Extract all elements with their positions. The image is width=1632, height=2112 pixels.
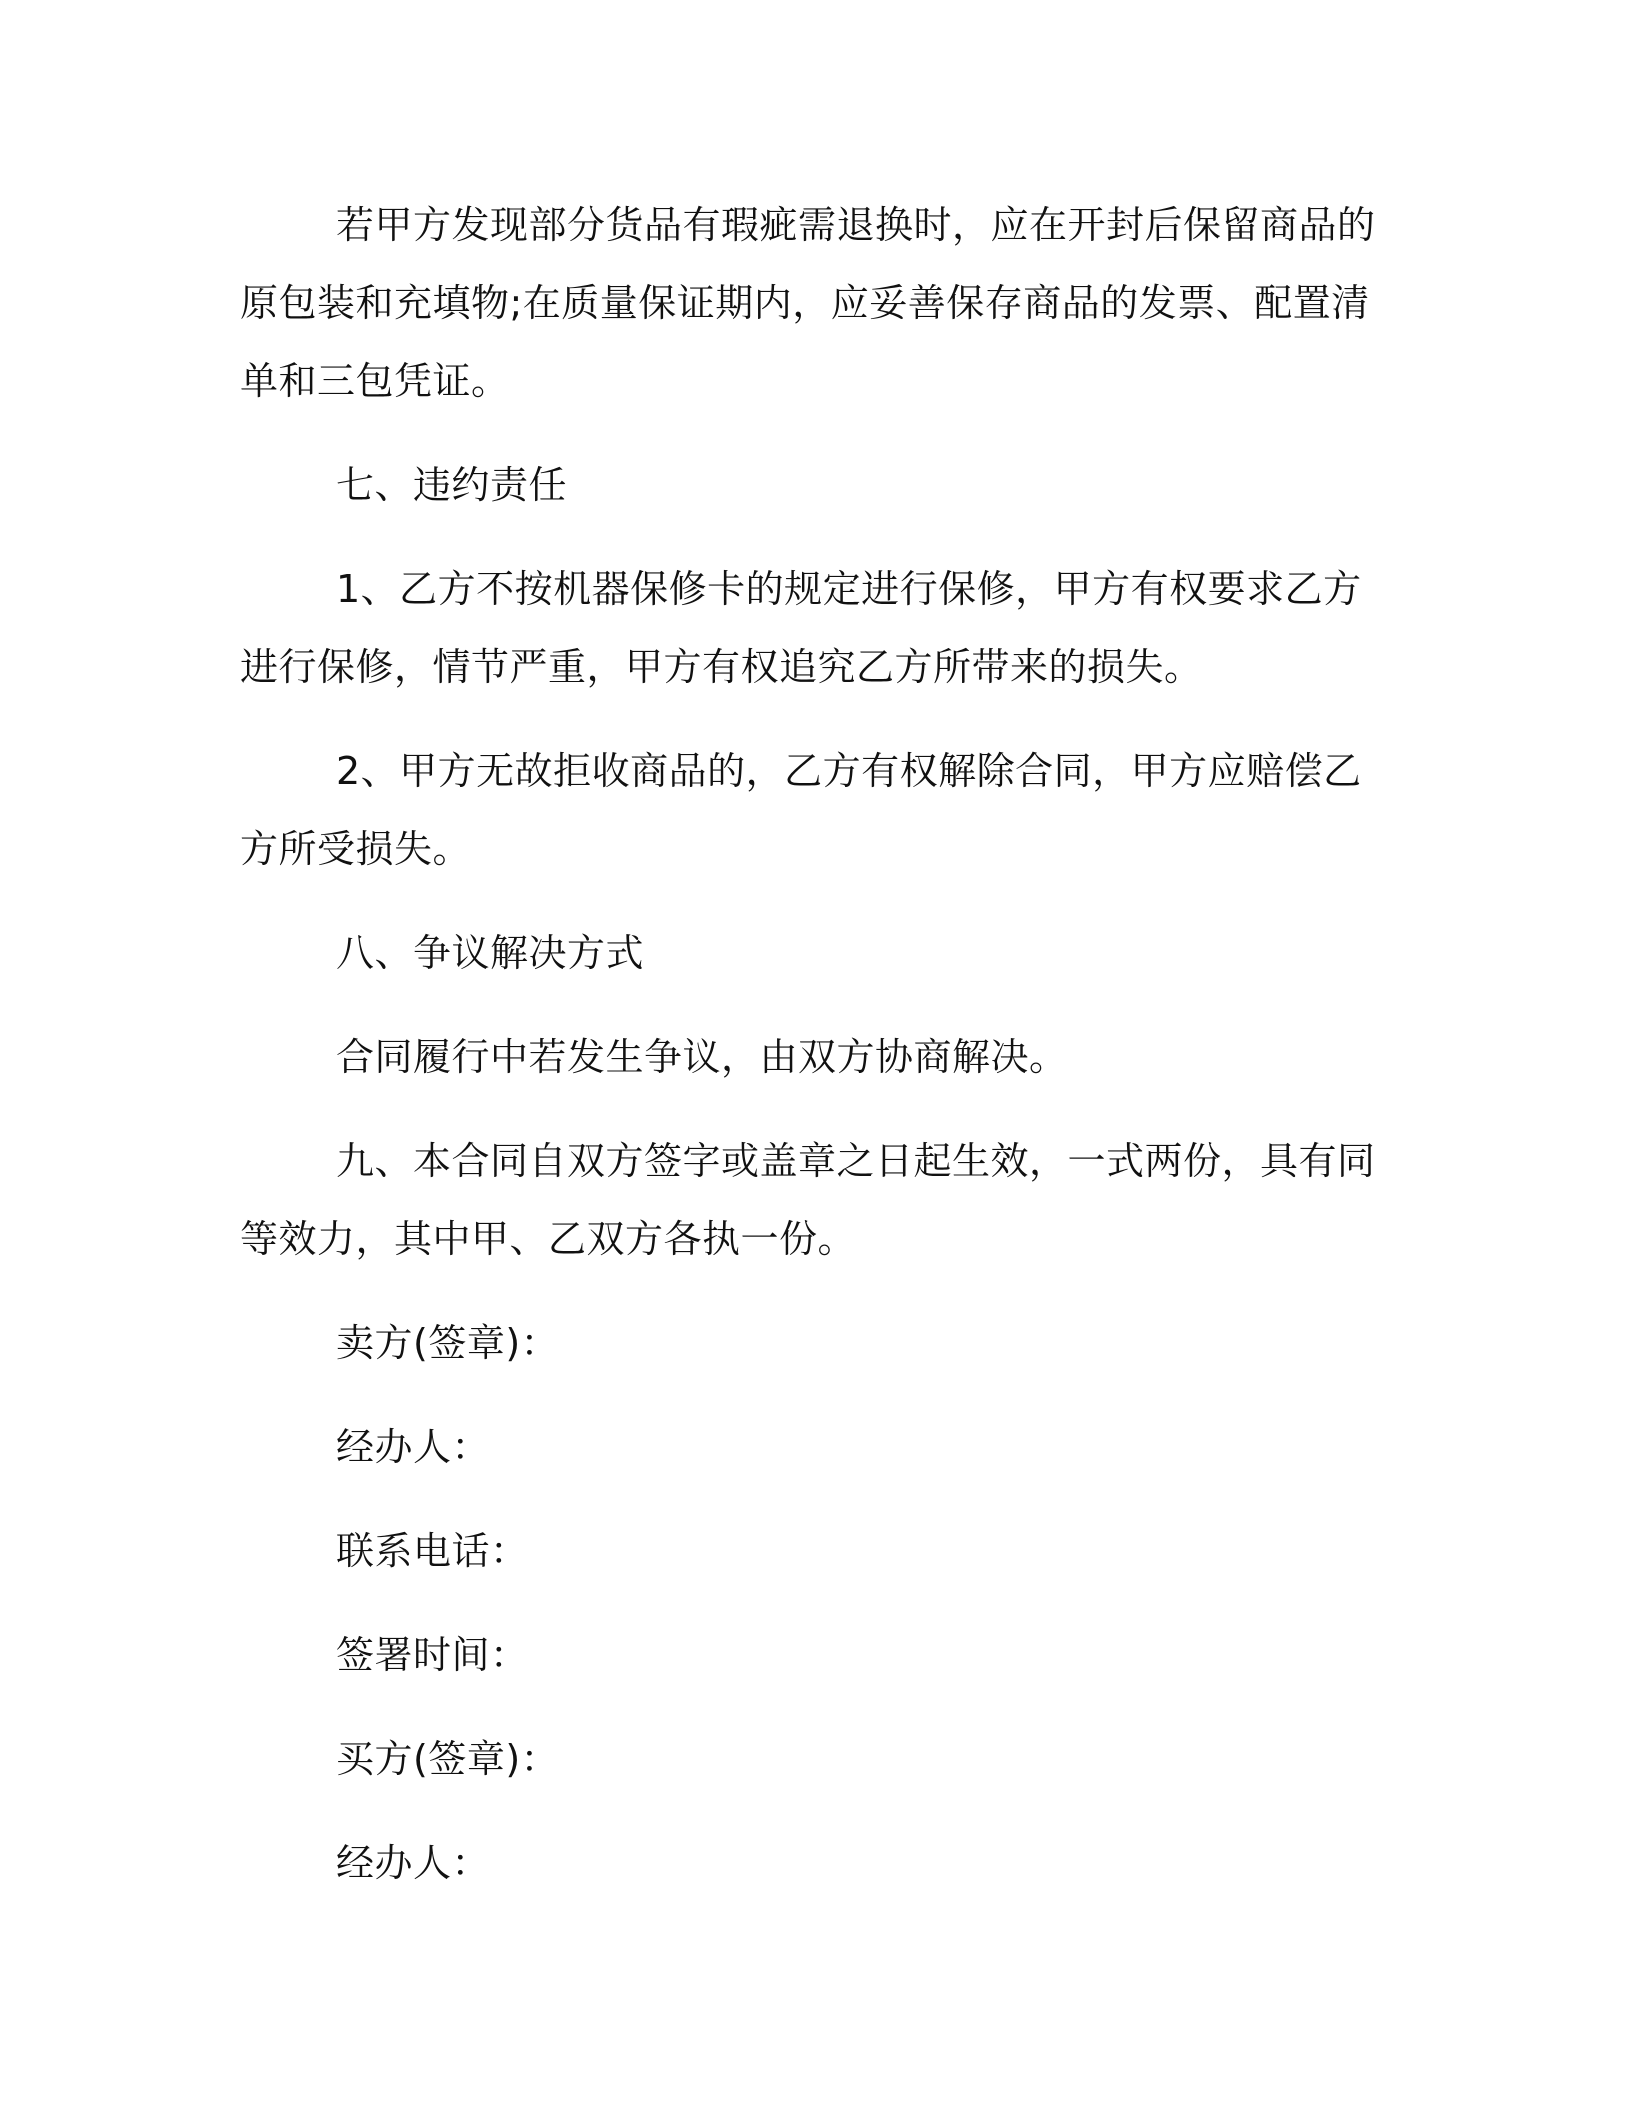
- seller-handler-label: 经办人：: [336, 1425, 491, 1469]
- section-heading-breach: 七、违约责任: [336, 463, 568, 507]
- paragraph-dispute: 合同履行中若发生争议，由双方协商解决。: [336, 1035, 1068, 1079]
- paragraph-breach-2: 2、甲方无故拒收商品的，乙方有权解除合同，甲方应赔偿乙方所受损失。: [240, 749, 1362, 871]
- seller-date-label: 签署时间：: [336, 1633, 529, 1677]
- document-body: [240, 186, 1380, 1928]
- seller-phone-label: 联系电话：: [336, 1529, 529, 1573]
- seller-sign-label: 卖方(签章)：: [336, 1321, 560, 1365]
- paragraph-return-policy: 若甲方发现部分货品有瑕疵需退换时，应在开封后保留商品的原包装和充填物;在质量保证期内，应妥善保存商品的发票、配置清单和三包凭证。: [240, 203, 1376, 403]
- paragraph-breach-1: 1、乙方不按机器保修卡的规定进行保修，甲方有权要求乙方进行保修，情节严重，甲方有权追究乙方所带来的损失。: [240, 567, 1362, 689]
- section-heading-dispute: 八、争议解决方式: [336, 931, 645, 975]
- buyer-handler-label: 经办人：: [336, 1841, 491, 1885]
- buyer-sign-label: 买方(签章)：: [336, 1737, 560, 1781]
- paragraph-effective: 九、本合同自双方签字或盖章之日起生效，一式两份，具有同等效力，其中甲、乙双方各执一份。: [240, 1139, 1376, 1261]
